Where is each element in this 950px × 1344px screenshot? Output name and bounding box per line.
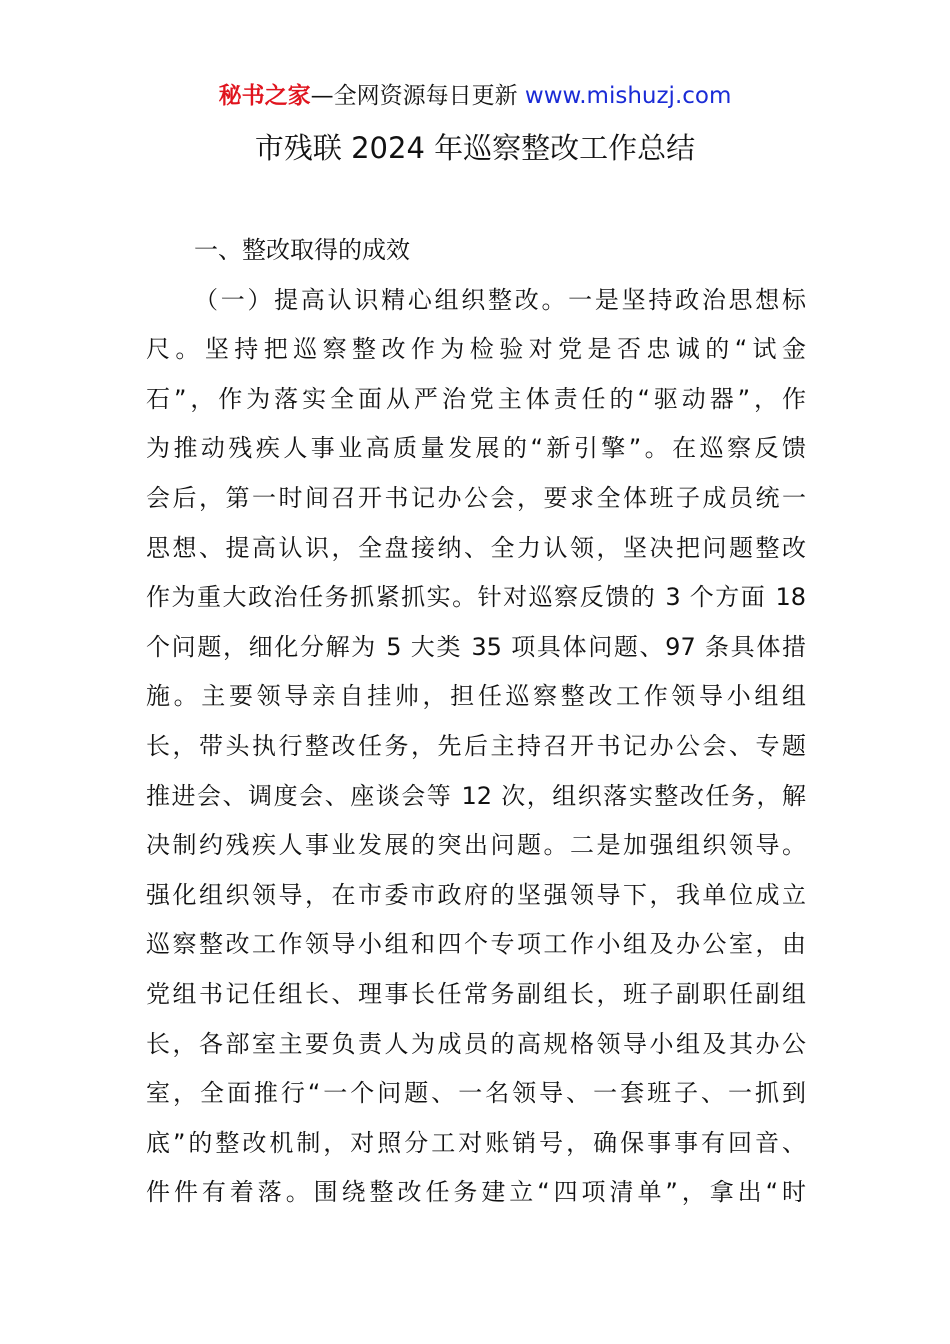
paragraph-line: 个问题，细化分解为 5 大类 35 项具体问题、97 条具体措 [146,632,806,661]
paragraph-line: 决制约残疾人事业发展的突出问题。二是加强组织领导。 [146,831,806,860]
document-body [146,226,806,1218]
paragraph-line: 强化组织领导，在市委市政府的坚强领导下，我单位成立 [146,880,806,909]
paragraph-line: 思想、提高认识，全盘接纳、全力认领，坚决把问题整改 [146,533,806,562]
paragraph-line: 作为重大政治任务抓紧抓实。针对巡察反馈的 3 个方面 18 [146,583,806,612]
paragraph-line: 党组书记任组长、理事长任常务副组长，班子副职任副组 [146,979,806,1008]
paragraph-line: 会后，第一时间召开书记办公会，要求全体班子成员统一 [146,483,806,512]
paragraph-line: 石”，作为落实全面从严治党主体责任的“驱动器”，作 [146,384,806,413]
paragraph-line: 件件有着落。围绕整改任务建立“四项清单”，拿出“时 [146,1178,806,1207]
paragraph-line: 长，带头执行整改任务，先后主持召开书记办公会、专题 [146,731,806,760]
site-link[interactable]: www.mishuzj.com [524,83,732,109]
brand-name: 秘书之家 [218,83,311,109]
paragraph-line: 室，全面推行“一个问题、一名领导、一套班子、一抓到 [146,1079,806,1108]
paragraph-line: 推进会、调度会、座谈会等 12 次，组织落实整改任务，解 [146,781,806,810]
paragraph-line: 长，各部室主要负责人为成员的高规格领导小组及其办公 [146,1029,806,1058]
paragraph-line: 底”的整改机制，对照分工对账销号，确保事事有回音、 [146,1128,806,1157]
paragraph-line: （一）提高认识精心组织整改。一是坚持政治思想标 [194,285,806,314]
header-tagline: —全网资源每日更新 [310,83,525,109]
site-header [0,80,950,112]
paragraph-line: 为推动残疾人事业高质量发展的“新引擎”。在巡察反馈 [146,434,806,463]
document-title: 市残联 2024 年巡察整改工作总结 [254,131,696,165]
paragraph-line: 施。主要领导亲自挂帅，担任巡察整改工作领导小组组 [146,682,806,711]
paragraph-line: 巡察整改工作领导小组和四个专项工作小组及办公室，由 [146,930,806,959]
paragraph-line: 尺。坚持把巡察整改作为检验对党是否忠诚的“试金 [146,335,806,364]
section-heading: 一、整改取得的成效 [194,236,410,264]
